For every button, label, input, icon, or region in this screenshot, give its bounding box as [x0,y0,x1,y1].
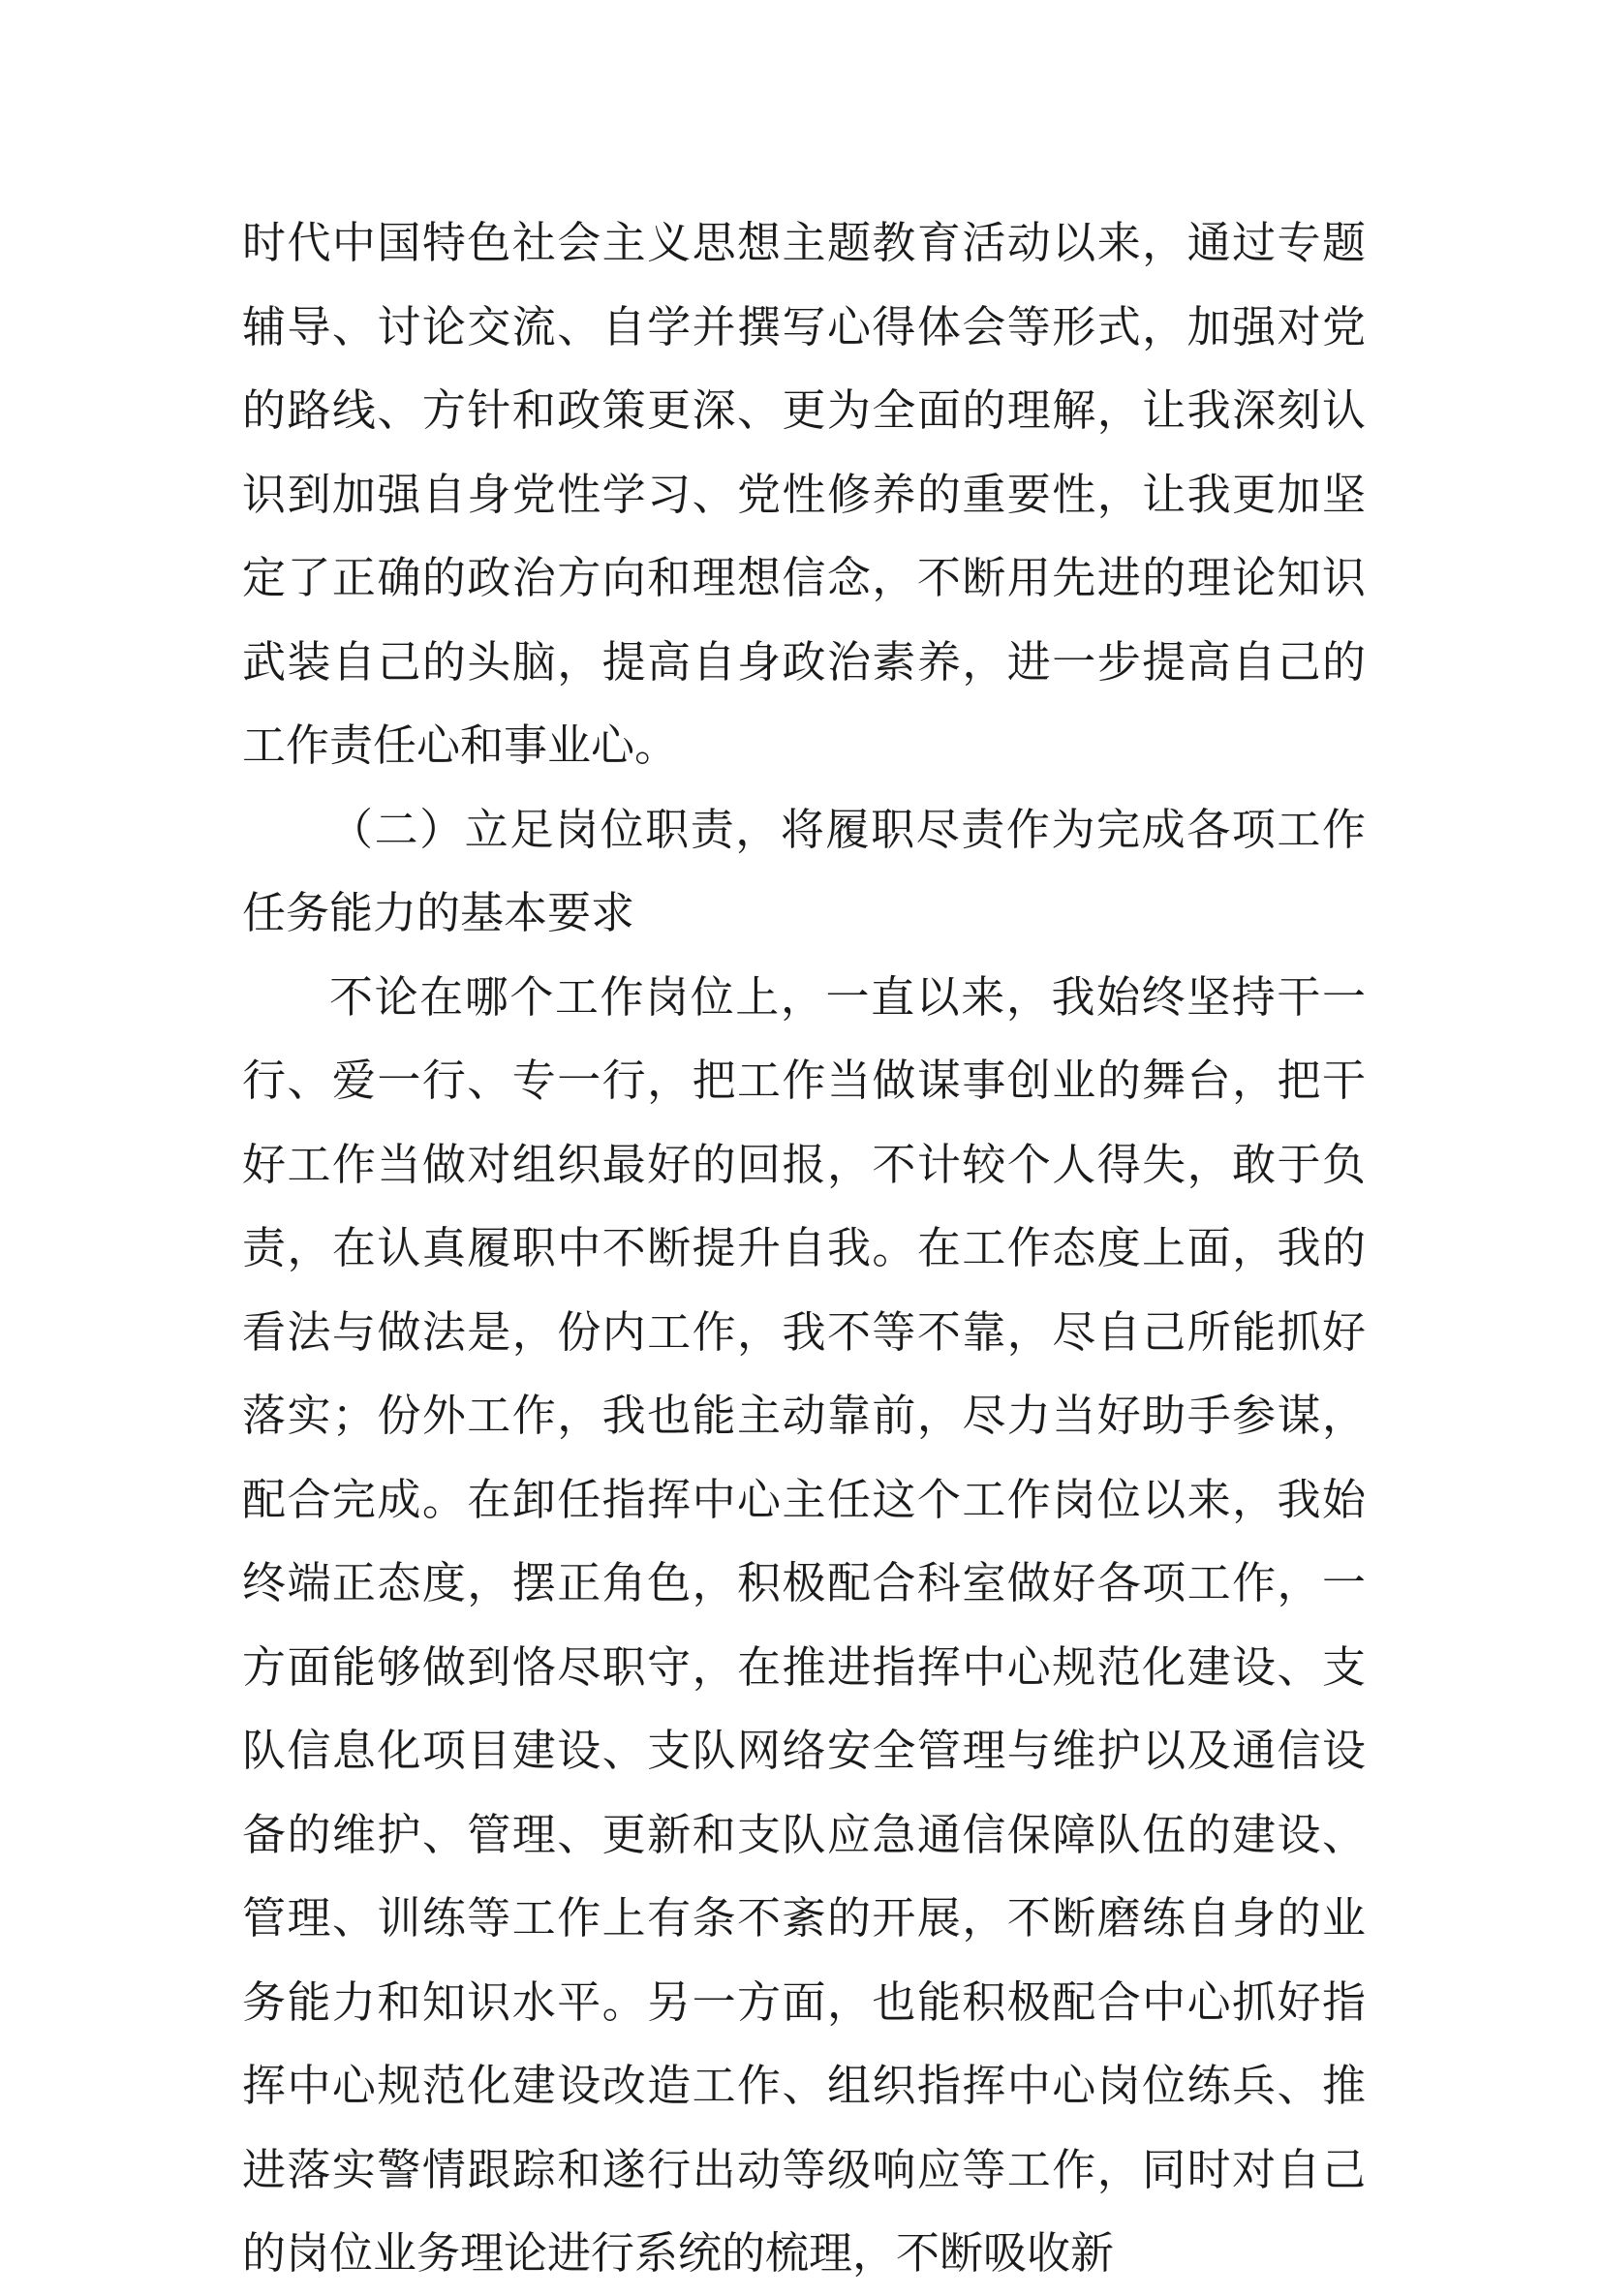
body-paragraph-continued: 时代中国特色社会主义思想主题教育活动以来，通过专题辅导、讨论交流、自学并撰写心得体会等形式，加强对党的路线、方针和政策更深、更为全面的理解，让我深刻认识到加强自身党性学习、党性修养的重要性，让我更加坚定了正确的政治方向和理想信念，不断用先进的理论知识武装自己的头脑，提高自身政治素养，进一步提高自己的工作责任心和事业心。 [242,217,1366,771]
document-body [242,201,1366,2296]
section-heading: （二）立足岗位职责，将履职尽责作为完成各项工作任务能力的基本要求 [242,803,1366,938]
body-paragraph: 不论在哪个工作岗位上，一直以来，我始终坚持干一行、爱一行、专一行，把工作当做谋事创业的舞台，把干好工作当做对组织最好的回报，不计较个人得失，敢于负责，在认真履职中不断提升自我。在工作态度上面，我的看法与做法是，份内工作，我不等不靠，尽自己所能抓好落实；份外工作，我也能主动靠前，尽力当好助手参谋，配合完成。在卸任指挥中心主任这个工作岗位以来，我始终端正态度，摆正角色，积极配合科室做好各项工作，一方面能够做到恪尽职守，在推进指挥中心规范化建设、支队信息化项目建设、支队网络安全管理与维护以及通信设备的维护、管理、更新和支队应急通信保障队伍的建设、管理、训练等工作上有条不紊的开展，不断磨练自身的业务能力和知识水平。另一方面，也能积极配合中心抓好指挥中心规范化建设改造工作、组织指挥中心岗位练兵、推进落实警情跟踪和遂行出动等级响应等工作，同时对自己的岗位业务理论进行系统的梳理，不断吸收新 [242,970,1366,2279]
